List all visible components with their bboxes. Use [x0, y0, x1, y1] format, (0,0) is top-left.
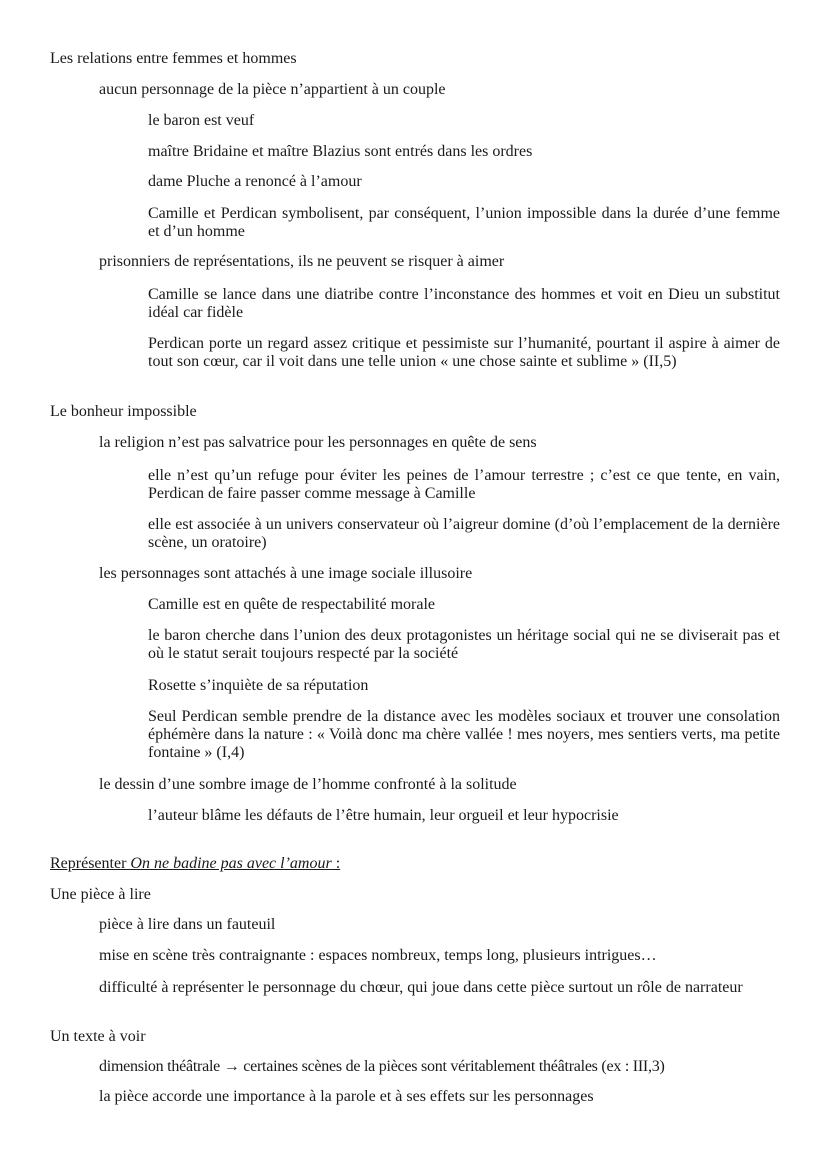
subheading-religion: la religion n’est pas salvatrice pour les personnages en quête de sens	[99, 434, 537, 451]
subheading-social-image: les personnages sont attachés à une image sociale illusoire	[99, 565, 473, 582]
list-item: Seul Perdican semble prendre de la distance avec les modèles sociaux et trouver une consolation éphémère dans la nature : « Voilà donc ma chère vallée ! mes noyers, mes sentiers verts, ma petite fontaine » (I,4)	[148, 708, 780, 761]
list-item: mise en scène très contraignante : espaces nombreux, temps long, plusieurs intrigues…	[99, 947, 657, 964]
part-title-prefix: Représenter	[50, 855, 131, 872]
list-item: pièce à lire dans un fauteuil	[99, 916, 276, 933]
list-item: elle n’est qu’un refuge pour éviter les peines de l’amour terrestre ; c’est ce que tente, en vain, Perdican de faire passer comme message à Camille	[148, 467, 780, 502]
play-title: On ne badine pas avec l’amour	[130, 855, 332, 872]
list-item: le baron cherche dans l’union des deux protagonistes un héritage social qui ne se diviserait pas et où le statut serait toujours respecté par la société	[148, 627, 780, 662]
section-heading-texte-a-voir: Un texte à voir	[50, 1028, 146, 1045]
section-heading-relations: Les relations entre femmes et hommes	[50, 50, 297, 67]
subheading-no-couple: aucun personnage de la pièce n’appartient à un couple	[99, 81, 446, 98]
list-item: Perdican porte un regard assez critique et pessimiste sur l’humanité, pourtant il aspire à aimer de tout son cœur, car il voit dans une telle union « une chose sainte et sublime » (II,5)	[148, 335, 780, 370]
list-item: elle est associée à un univers conservateur où l’aigreur domine (d’où l’emplacement de la dernière scène, un oratoire)	[148, 516, 780, 551]
list-item: le baron est veuf	[148, 112, 255, 129]
list-item: difficulté à représenter le personnage du chœur, qui joue dans cette pièce surtout un rôle de narrateur	[99, 979, 743, 996]
section-heading-bonheur: Le bonheur impossible	[50, 403, 197, 420]
part-title-representer	[50, 855, 340, 873]
list-item: l’auteur blâme les défauts de l’être humain, leur orgueil et leur hypocrisie	[148, 807, 619, 824]
subheading-prisoners: prisonniers de représentations, ils ne peuvent se risquer à aimer	[99, 253, 505, 270]
subheading-solitude: le dessin d’une sombre image de l’homme confronté à la solitude	[99, 776, 517, 793]
list-item: maître Bridaine et maître Blazius sont entrés dans les ordres	[148, 143, 533, 160]
list-item: dimension théâtrale → certaines scènes de la pièces sont véritablement théâtrales (ex : III,3)	[99, 1058, 665, 1075]
list-item: Rosette s’inquiète de sa réputation	[148, 677, 369, 694]
list-item: Camille est en quête de respectabilité morale	[148, 596, 435, 613]
list-item: la pièce accorde une importance à la parole et à ses effets sur les personnages	[99, 1088, 594, 1105]
section-heading-piece-a-lire: Une pièce à lire	[50, 886, 151, 903]
list-item: Camille et Perdican symbolisent, par conséquent, l’union impossible dans la durée d’une femme et d’un homme	[148, 205, 780, 240]
list-item: dame Pluche a renoncé à l’amour	[148, 173, 362, 190]
part-title-suffix: :	[331, 855, 341, 872]
list-item: Camille se lance dans une diatribe contre l’inconstance des hommes et voit en Dieu un substitut idéal car fidèle	[148, 286, 780, 321]
